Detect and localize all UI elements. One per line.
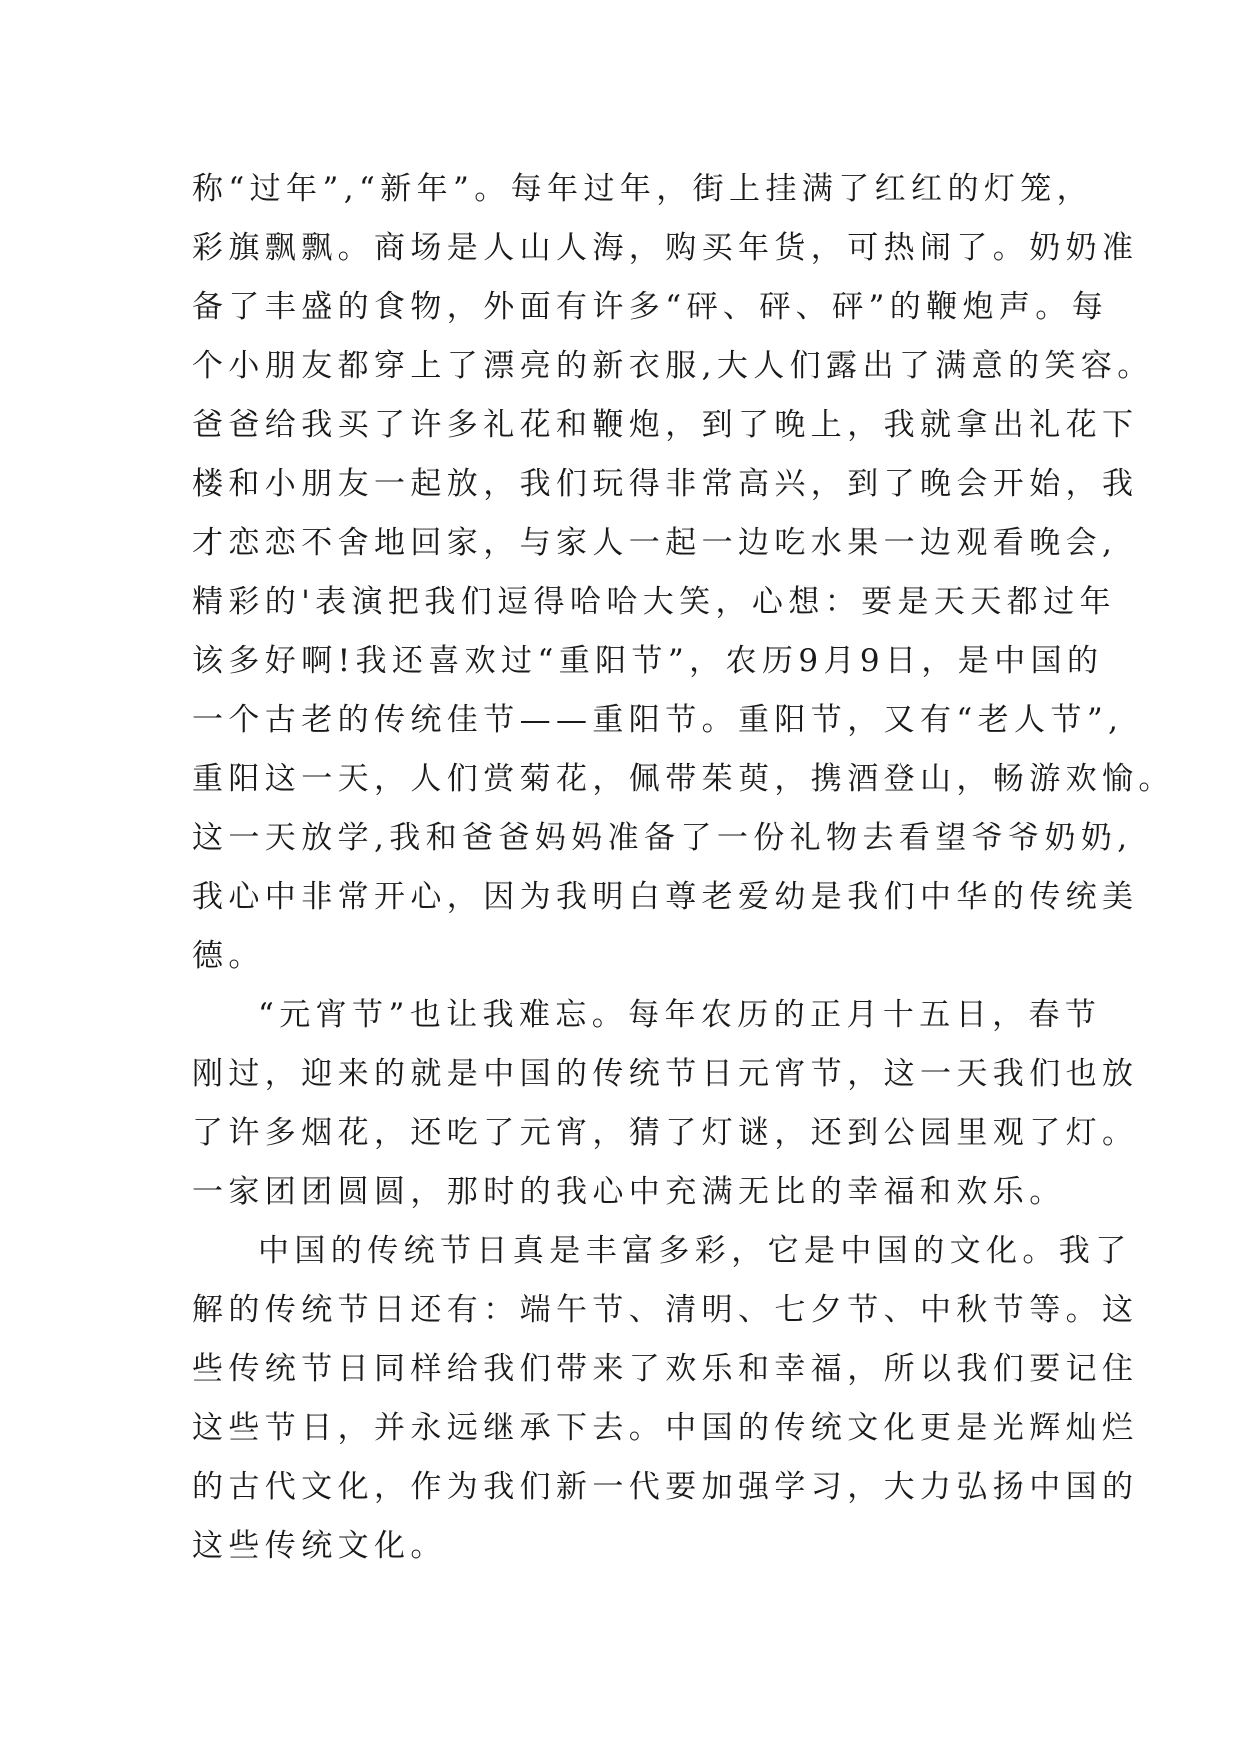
text-line: 的古代文化，作为我们新一代要加强学习，大力弘扬中国的 (192, 1469, 1139, 1505)
text-line: 这一天放学,我和爸爸妈妈准备了一份礼物去看望爷爷奶奶, (192, 820, 1133, 856)
text-line: 爸爸给我买了许多礼花和鞭炮，到了晚上，我就拿出礼花下 (192, 407, 1139, 443)
text-line: 解的传统节日还有：端午节、清明、七夕节、中秋节等。这 (192, 1292, 1139, 1328)
text-line: 精彩的'表演把我们逗得哈哈大笑，心想：要是天天都过年 (192, 584, 1116, 620)
text-line: 彩旗飘飘。商场是人山人海，购买年货，可热闹了。奶奶准 (192, 230, 1139, 266)
text-line: 刚过，迎来的就是中国的传统节日元宵节，这一天我们也放 (192, 1056, 1139, 1092)
text-line: 该多好啊!我还喜欢过“重阳节”，农历9月9日，是中国的 (192, 643, 1104, 679)
paragraph-start-line: 中国的传统节日真是丰富多彩，它是中国的文化。我了 (258, 1233, 1132, 1269)
text-line: 楼和小朋友一起放，我们玩得非常高兴，到了晚会开始，我 (192, 466, 1139, 502)
text-line: 了许多烟花，还吃了元宵，猜了灯谜，还到公园里观了灯。 (192, 1115, 1139, 1151)
essay-body (192, 160, 1175, 1576)
text-line: 称“过年”,“新年”。每年过年，街上挂满了红红的灯笼， (192, 171, 1094, 207)
text-line: 才恋恋不舍地回家，与家人一起一边吃水果一边观看晚会, (192, 525, 1118, 561)
text-line: 这些传统文化。 (192, 1528, 447, 1564)
text-line: 个小朋友都穿上了漂亮的新衣服,大人们露出了满意的笑容。 (192, 348, 1154, 384)
text-line: 备了丰盛的食物，外面有许多“砰、砰、砰”的鞭炮声。每 (192, 289, 1109, 325)
text-line: 我心中非常开心，因为我明白尊老爱幼是我们中华的传统美 (192, 879, 1139, 915)
text-line: 一家团团圆圆，那时的我心中充满无比的幸福和欢乐。 (192, 1174, 1066, 1210)
text-line: 这些节日，并永远继承下去。中国的传统文化更是光辉灿烂 (192, 1410, 1139, 1446)
text-line: 些传统节日同样给我们带来了欢乐和幸福，所以我们要记住 (192, 1351, 1139, 1387)
paragraph-start-line: “元宵节”也让我难忘。每年农历的正月十五日，春节 (258, 997, 1102, 1033)
text-line: 重阳这一天，人们赏菊花，佩带茱萸，携酒登山，畅游欢愉。 (192, 761, 1175, 797)
text-line: 德。 (192, 938, 265, 974)
text-line: 一个古老的传统佳节——重阳节。重阳节，又有“老人节”, (192, 702, 1124, 738)
